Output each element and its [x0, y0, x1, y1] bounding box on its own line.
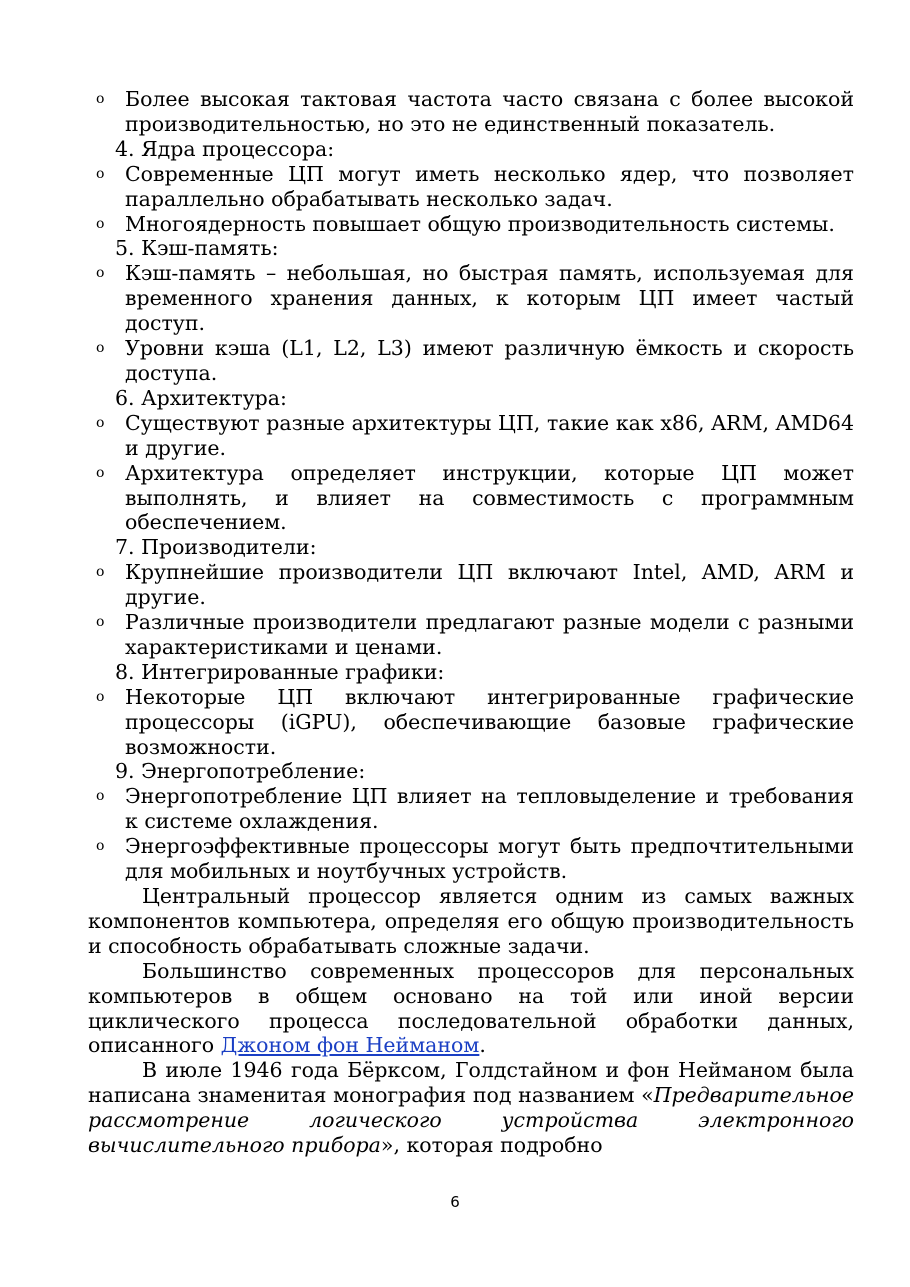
bullet-text: Кэш-память – небольшая, но быстрая память, используемая для временного хранения данных, к которым ЦП имеет частый доступ.: [125, 261, 854, 336]
bullet-item: [88, 560, 854, 610]
paragraph-text: В июле 1946 года Бёрксом, Голдстайном и фон Нейманом была написана знаменитая монография под названием «: [88, 1058, 854, 1108]
bullet-marker-icon: o: [96, 564, 105, 581]
paragraph-von-neumann: [88, 959, 854, 1059]
bullet-marker-icon: o: [96, 688, 105, 705]
bullet-text: Энергопотребление ЦП влияет на тепловыделение и требования к системе охлаждения.: [125, 784, 854, 834]
bullet-marker-icon: o: [96, 265, 105, 282]
bullet-item: [88, 212, 854, 237]
bullet-marker-icon: o: [96, 215, 105, 232]
bullet-marker-icon: o: [96, 464, 105, 481]
paragraph-cpu-importance: [88, 884, 854, 959]
bullet-item: [88, 261, 854, 336]
bullet-marker-icon: o: [96, 165, 105, 182]
bullet-item: [88, 411, 854, 461]
bullet-text: Различные производители предлагают разные модели с разными характеристиками и ценами.: [125, 610, 854, 659]
bullet-item: [88, 461, 854, 536]
paragraph-text: .: [479, 1033, 486, 1058]
paragraph-text: », которая подробно: [380, 1133, 603, 1158]
bullet-marker-icon: o: [96, 91, 105, 107]
von-neumann-link[interactable]: Джоном фон Нейманом: [220, 1033, 480, 1058]
section-heading: 9. Энергопотребление:: [115, 759, 366, 784]
bullet-marker-icon: o: [96, 838, 105, 855]
page-number: 6: [450, 1193, 460, 1211]
bullet-item: [88, 834, 854, 884]
bullet-marker-icon: o: [96, 414, 105, 431]
document-content: [88, 87, 854, 1158]
bullet-item: [88, 336, 854, 386]
bullet-text: Существуют разные архитектуры ЦП, такие как x86, ARM, AMD64 и другие.: [125, 410, 854, 460]
bullet-item: [88, 162, 854, 212]
paragraph-monograph: [88, 1058, 854, 1158]
bullet-text: Крупнейшие производители ЦП включают Intel, AMD, ARM и другие.: [125, 560, 854, 610]
section-heading: 6. Архитектура:: [115, 385, 287, 410]
outline-list: [88, 87, 854, 884]
bullet-marker-icon: o: [96, 614, 105, 631]
paragraph-text: Центральный процессор является одним из самых важных компонентов компьютера, определяя его общую производительность и способность обрабатывать сложные задачи.: [88, 884, 854, 958]
bullet-item: [88, 685, 854, 760]
bullet-marker-icon: o: [96, 788, 105, 805]
bullet-marker-icon: o: [96, 340, 105, 357]
bullet-item: [88, 784, 854, 834]
bullet-text: Энергоэффективные процессоры могут быть предпочтительными для мобильных и ноутбучных устройств.: [125, 834, 854, 884]
bullet-text: Уровни кэша (L1, L2, L3) имеют различную ёмкость и скорость доступа.: [125, 336, 854, 385]
bullet-text: Современные ЦП могут иметь несколько ядер, что позволяет параллельно обрабатывать несколько задач.: [125, 161, 854, 211]
paragraph-text: Большинство современных процессоров для персональных компьютеров в общем основано на той или иной версии циклического процесса последовательной обработки данных, описанного: [88, 958, 854, 1058]
section-heading: 5. Кэш-память:: [115, 236, 279, 261]
bullet-text: Архитектура определяет инструкции, которые ЦП может выполнять, и влияет на совместимость с программным обеспечением.: [125, 460, 854, 535]
bullet-text: Более высокая тактовая частота часто связана с более высокой производительностью, но это не единственный показатель.: [125, 87, 854, 136]
bullet-item: [88, 610, 854, 660]
section-heading: 4. Ядра процессора:: [115, 136, 335, 161]
bullet-text: Некоторые ЦП включают интегрированные графические процессоры (iGPU), обеспечивающие базовые графические возможности.: [125, 684, 854, 759]
section-heading: 7. Производители:: [115, 535, 317, 560]
section-heading: 8. Интегрированные графики:: [115, 659, 445, 684]
bullet-text: Многоядерность повышает общую производительность системы.: [125, 211, 835, 236]
bullet-item: [88, 87, 854, 137]
monograph-title: Предварительное рассмотрение логического устройства электронного вычислительного прибора: [88, 1083, 854, 1158]
